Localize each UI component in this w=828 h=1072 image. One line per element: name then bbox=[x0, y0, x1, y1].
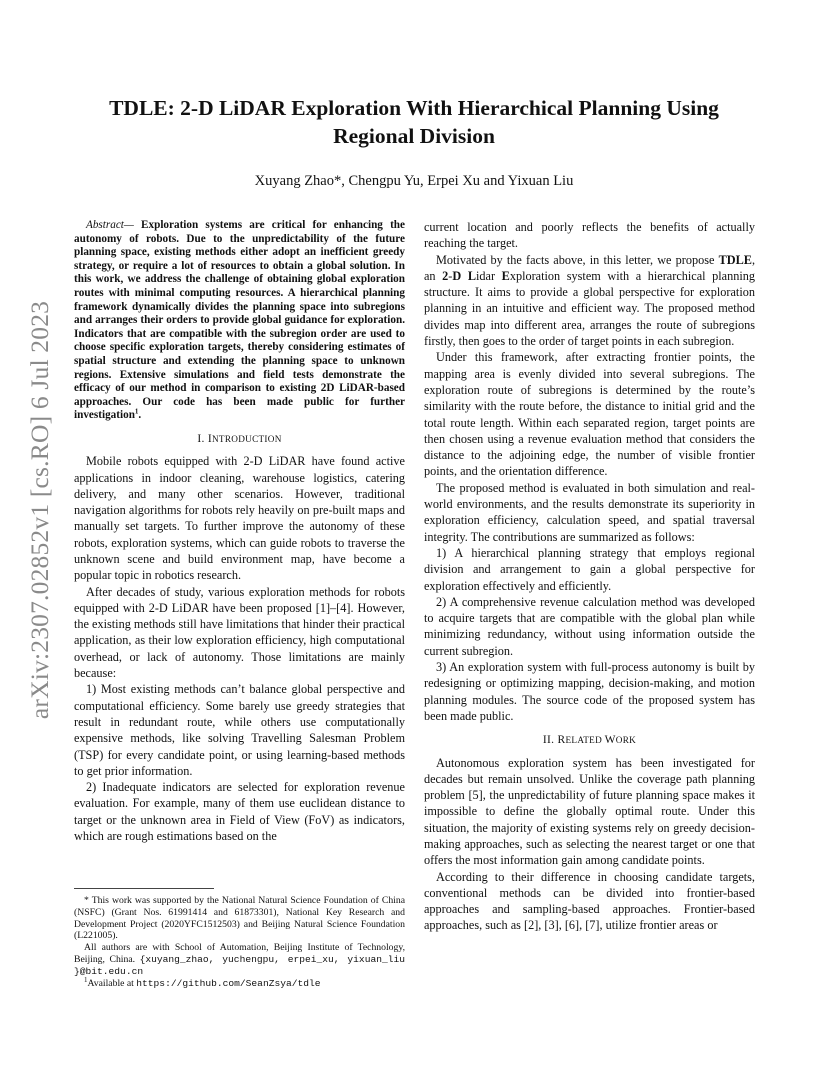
abstract: Abstract— Exploration systems are critical for enhancing the autonomy of robots. Due to the unpredictability of the future planning space, existing methods either adopt an inefficient greedy strategy, or require a lot of resources to obtain a global solution. In this work, we address the challenge of obtaining global exploration routes with minimal computing resources. A hierarchical planning framework dynamically divides the planning space into subregions and arranges their orders to provide global guidance for exploration. Indicators that are compatible with the subregion order are used to choose specific exploration targets, thereby considering estimates of spatial structure and extending the planning space to unknown regions. Extensive simulations and field tests demonstrate the efficacy of our method in comparison to existing 2D LiDAR-based approaches. Our code has been made public for further investigation$^1$. bbox=[74, 219, 405, 422]
abstract-label: Abstract— bbox=[86, 219, 134, 231]
contribution-3: 3) An exploration system with full-process autonomy is built by redesigning or optimizing mapping, decision-making, and motion planning modules. The source code of the proposed system has been made public. bbox=[424, 660, 755, 723]
intro-paragraph-4: 2) Inadequate indicators are selected for exploration revenue evaluation. For example, many of them use euclidean distance to target or the unknown area in Field of View (FoV) as indicators, which are rough estimations based on the bbox=[74, 780, 405, 844]
footnote-rule bbox=[74, 888, 214, 889]
intro-paragraph-2: After decades of study, various exploration methods for robots equipped with 2-D LiDAR have been proposed [1]–[4]. However, the existing methods still have limitations that hinder their practical application, as their low exploration efficiency, high computational overhead, or lack of autonomy. Those limitations are mainly because: bbox=[74, 584, 406, 681]
footnote-mark: 1 bbox=[134, 407, 139, 416]
abstract-text: Exploration systems are critical for enhancing the autonomy of robots. Due to the unpredictability of the future planning space, existing methods either adopt an inefficient greedy strategy, or require a lot of resources to obtain a global solution. In this work, we address the challenge of obtaining global exploration routes with minimal computing resources. A hierarchical planning framework dynamically divides the planning space into subregions and arranges their orders to provide global guidance for exploration. Indicators that are compatible with the subregion order are used to choose specific exploration targets, thereby considering estimates of spatial structure and extending the planning space to unknown regions. Extensive simulations and field tests demonstrate the efficacy of our method in comparison to existing 2D LiDAR-based approaches. Our code has been made public for further investigation bbox=[74, 219, 405, 422]
code-url-link[interactable]: https://github.com/SeanZsya/tdle bbox=[136, 977, 321, 989]
author-emails: {xuyang_zhao, yuchengpu, erpei_xu, yixuan_liu }@bit.edu.cn bbox=[74, 953, 405, 977]
funding-footnote: * This work was supported by the National Natural Science Foundation of China (NSFC) (Grant Nos. 61991414 and 61873301), National Key Research and Development Project (2020YFC1512503) and Beijing Natural Science Foundation (L221005). bbox=[74, 895, 405, 942]
contribution-2: 2) A comprehensive revenue calculation method was developed to acquire targets that are compatible with the global plan while minimizing redundancy, without using information outside the current subregion. bbox=[424, 594, 755, 658]
intro-paragraph-evaluation: The proposed method is evaluated in both simulation and real-world environments, and the results demonstrate its superiority in exploration efficiency, calculation speed, and spatial traversal integrity. The contributions are summarized as follows: bbox=[424, 480, 755, 544]
contribution-1: 1) A hierarchical planning strategy that employs regional division and arrangement to gain a global perspective for exploration effectively and efficiently. bbox=[424, 545, 755, 593]
intro-paragraph-1: Mobile robots equipped with 2-D LiDAR have found active applications in indoor cleaning, warehouse logistics, catering delivery, and many other scenarios. However, traditional navigation algorithms for robots rely heavily on pre-built maps and manually set targets. To further improve the autonomy of these robots, exploration systems, which can guide robots to traverse the unknown scene and build environment map, have become a popular topic in robotics research. bbox=[74, 454, 405, 583]
right-column bbox=[424, 219, 755, 934]
footnotes bbox=[74, 895, 405, 989]
intro-paragraph-tdle: Motivated by the facts above, in this letter, we propose TDLE, an 2-D Lidar Exploration system with a hierarchical planning structure. It aims to provide a global perspective for exploration planning in an intuitive and efficient way. The proposed method divides map into different area, arranges the route of subregions firstly, then goes to the order of target points in each subregion. bbox=[424, 252, 756, 349]
related-work-paragraph-1: Autonomous exploration system has been investigated for decades but remain unsolved. Unlike the coverage path planning problem [5], the unpredictability of future planning space makes it impossible to define the globally optimal route. Under this situation, the majority of existing systems rely on greedy decision-making approaches, such as selecting the nearest target or one that offers the most information gain among candidate points. bbox=[424, 755, 755, 868]
section-heading-related-work: II. RELATED WORK bbox=[542, 734, 637, 747]
section-heading-introduction: I. INTRODUCTION bbox=[197, 432, 282, 445]
code-footnote: $^1$Available at https://github.com/SeanZsya/tdle bbox=[84, 975, 321, 989]
author-list: Xuyang Zhao*, Chengpu Yu, Erpei Xu and Yixuan Liu bbox=[254, 173, 574, 189]
intro-paragraph-3: 1) Most existing methods can’t balance global perspective and computational efficiency. Some barely use greedy strategies that result in redundant route, while others use computationally expensive methods, like solving Travelling Salesman Problem (TSP) for every candidate point, or using learning-based methods to get prior information. bbox=[74, 682, 405, 778]
paper-title: TDLE: 2-D LiDAR Exploration With Hierarchical Planning Using Regional Division bbox=[109, 96, 719, 148]
left-column bbox=[74, 219, 405, 844]
related-work-paragraph-2: According to their difference in choosing candidate targets, conventional methods can be divided into frontier-based approaches and sampling-based approaches. Frontier-based approaches, such as [2], [3], [6], [7], utilize frontier areas or bbox=[424, 869, 755, 933]
arxiv-identifier-stamp bbox=[20, 300, 60, 720]
intro-paragraph-continued: current location and poorly reflects the benefits of actually reaching the target. bbox=[424, 220, 755, 251]
arxiv-id-text: arXiv:2307.02852v1 [cs.RO] 6 Jul 2023 bbox=[25, 300, 54, 720]
affiliation-footnote: All authors are with School of Automation, Beijing Institute of Technology, Beijing, China. {xuyang_zhao, yuchengpu, erpei_xu, yixuan_liu }@bit.edu.cn bbox=[74, 942, 405, 977]
intro-paragraph-framework: Under this framework, after extracting frontier points, the mapping area is evenly divided into several subregions. The exploration route of subregions is determined by the route’s similarity with the route before, the distance to initial grid and the total route length. Within each separated region, target points are then chosen using a revenue evaluation method that considers the distance to the adjoining edge, the number of visible frontier points, and the orientation difference. bbox=[424, 350, 755, 479]
